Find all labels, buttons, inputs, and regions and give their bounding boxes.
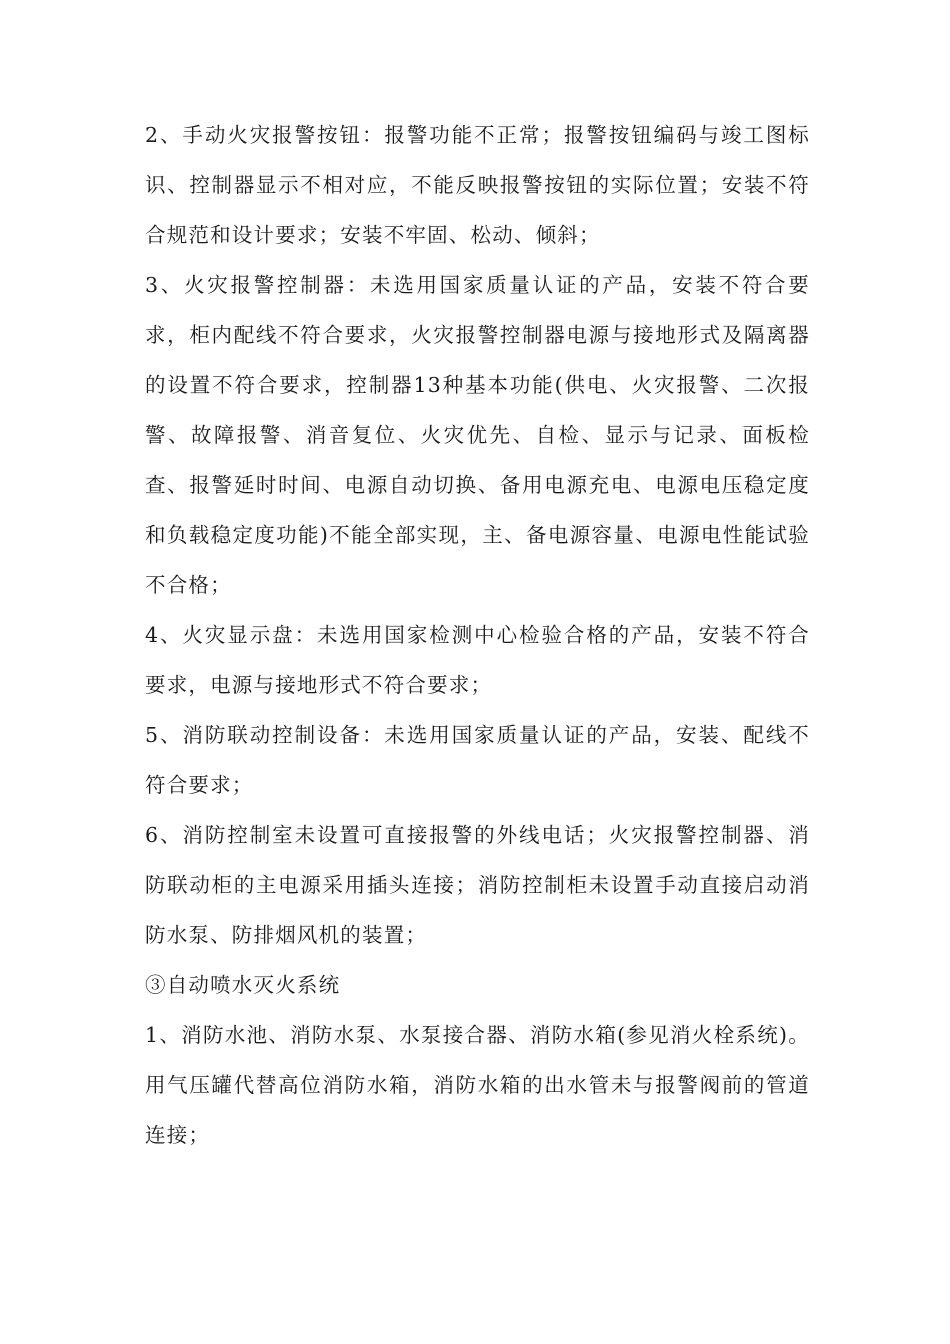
paragraph-linkage-control-equipment: 5、消防联动控制设备：未选用国家质量认证的产品，安装、配线不符合要求； xyxy=(145,723,810,797)
section-heading-sprinkler-system: ③自动喷水灭火系统 xyxy=(145,973,341,997)
document-body xyxy=(145,110,810,1160)
paragraph-fire-control-room: 6、消防控制室未设置可直接报警的外线电话；火灾报警控制器、消防联动柜的主电源采用插头连接；消防控制柜未设置手动直接启动消防水泵、防排烟风机的装置； xyxy=(145,823,810,947)
paragraph-fire-display-panel: 4、火灾显示盘：未选用国家检测中心检验合格的产品，安装不符合要求，电源与接地形式不符合要求； xyxy=(145,623,810,697)
paragraph-manual-alarm-button: 2、手动火灾报警按钮：报警功能不正常；报警按钮编码与竣工图标识、控制器显示不相对应，不能反映报警按钮的实际位置；安装不符合规范和设计要求；安装不牢固、松动、倾斜； xyxy=(145,123,810,247)
paragraph-fire-pool-pumps-tanks: 1、消防水池、消防水泵、水泵接合器、消防水箱(参见消火栓系统)。用气压罐代替高位消防水箱，消防水箱的出水管未与报警阀前的管道连接； xyxy=(145,1023,810,1147)
paragraph-alarm-controller: 3、火灾报警控制器：未选用国家质量认证的产品，安装不符合要求，柜内配线不符合要求，火灾报警控制器电源与接地形式及隔离器的设置不符合要求，控制器13种基本功能(供电、火灾报警、二次报警、故障报警、消音复位、火灾优先、自检、显示与记录、面板检查、报警延时时间、电源自动切换、备用电源充电、电源电压稳定度和负载稳定度功能)不能全部实现，主、备电源容量、电源电性能试验不合格； xyxy=(145,273,810,597)
